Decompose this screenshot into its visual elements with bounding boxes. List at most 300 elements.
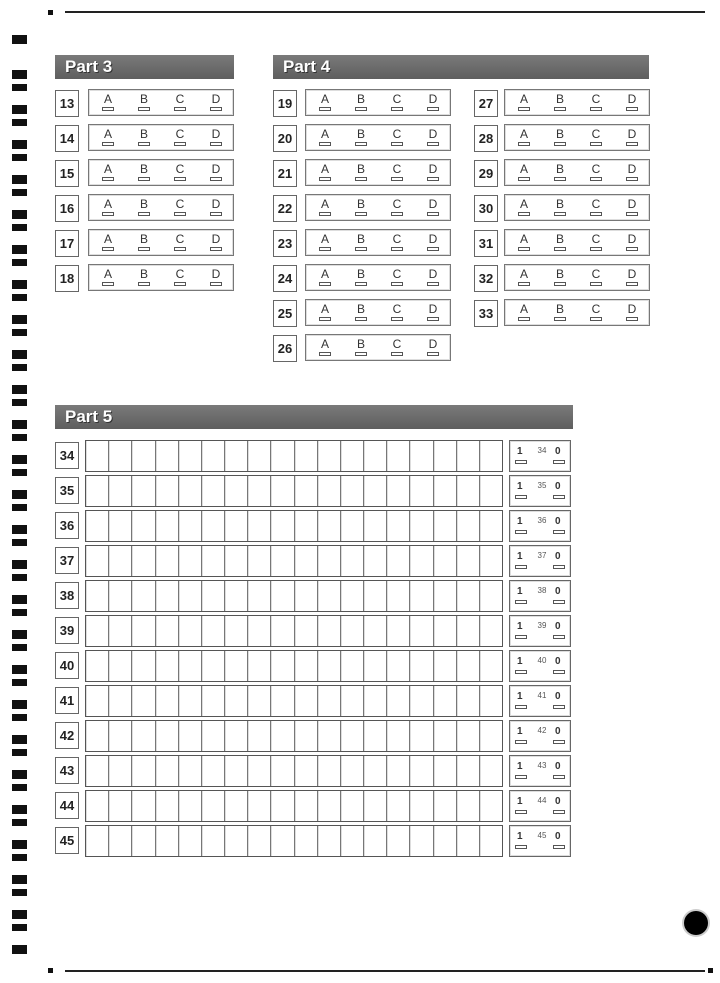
answer-bubble[interactable] [138, 212, 150, 216]
answer-bubble[interactable] [174, 282, 186, 286]
grid-cell[interactable] [364, 791, 387, 821]
grid-cell[interactable] [410, 686, 433, 716]
grid-cell[interactable] [271, 441, 294, 471]
score-bubble[interactable] [553, 635, 565, 639]
grid-cell[interactable] [225, 581, 248, 611]
answer-bubble[interactable] [554, 177, 566, 181]
answer-bubble[interactable] [102, 177, 114, 181]
grid-cell[interactable] [225, 616, 248, 646]
grid-cell[interactable] [156, 721, 179, 751]
grid-cell[interactable] [341, 546, 364, 576]
grid-cell[interactable] [179, 511, 202, 541]
grid-cell[interactable] [225, 651, 248, 681]
answer-bubble[interactable] [427, 142, 439, 146]
writing-grid[interactable] [85, 755, 503, 787]
answer-bubble[interactable] [427, 282, 439, 286]
grid-cell[interactable] [202, 791, 225, 821]
grid-cell[interactable] [295, 686, 318, 716]
grid-cell[interactable] [318, 581, 341, 611]
answer-bubble[interactable] [174, 212, 186, 216]
answer-bubble[interactable] [554, 107, 566, 111]
grid-cell[interactable] [109, 441, 132, 471]
grid-cell[interactable] [202, 651, 225, 681]
grid-cell[interactable] [156, 756, 179, 786]
grid-cell[interactable] [225, 686, 248, 716]
score-bubble[interactable] [553, 810, 565, 814]
grid-cell[interactable] [202, 721, 225, 751]
grid-cell[interactable] [248, 721, 271, 751]
grid-cell[interactable] [410, 651, 433, 681]
answer-bubble[interactable] [518, 247, 530, 251]
grid-cell[interactable] [341, 581, 364, 611]
grid-cell[interactable] [202, 616, 225, 646]
grid-cell[interactable] [248, 441, 271, 471]
answer-bubble[interactable] [102, 247, 114, 251]
grid-cell[interactable] [225, 476, 248, 506]
grid-cell[interactable] [109, 616, 132, 646]
grid-cell[interactable] [271, 546, 294, 576]
answer-bubble[interactable] [590, 212, 602, 216]
score-bubble[interactable] [553, 565, 565, 569]
grid-cell[interactable] [271, 581, 294, 611]
grid-cell[interactable] [387, 511, 410, 541]
answer-bubble[interactable] [518, 212, 530, 216]
grid-cell[interactable] [318, 651, 341, 681]
grid-cell[interactable] [225, 791, 248, 821]
answer-bubble[interactable] [626, 177, 638, 181]
grid-cell[interactable] [480, 826, 502, 856]
grid-cell[interactable] [434, 791, 457, 821]
grid-cell[interactable] [364, 616, 387, 646]
writing-grid[interactable] [85, 650, 503, 682]
grid-cell[interactable] [295, 756, 318, 786]
grid-cell[interactable] [341, 791, 364, 821]
grid-cell[interactable] [318, 441, 341, 471]
grid-cell[interactable] [132, 546, 155, 576]
grid-cell[interactable] [457, 826, 480, 856]
grid-cell[interactable] [156, 476, 179, 506]
grid-cell[interactable] [156, 826, 179, 856]
grid-cell[interactable] [341, 686, 364, 716]
writing-grid[interactable] [85, 615, 503, 647]
answer-bubble[interactable] [391, 212, 403, 216]
grid-cell[interactable] [434, 476, 457, 506]
grid-cell[interactable] [318, 686, 341, 716]
grid-cell[interactable] [202, 581, 225, 611]
score-bubble[interactable] [515, 600, 527, 604]
grid-cell[interactable] [248, 686, 271, 716]
grid-cell[interactable] [387, 721, 410, 751]
score-bubble[interactable] [515, 810, 527, 814]
score-bubble[interactable] [553, 530, 565, 534]
grid-cell[interactable] [387, 686, 410, 716]
answer-bubble[interactable] [427, 177, 439, 181]
answer-bubble[interactable] [391, 317, 403, 321]
grid-cell[interactable] [434, 511, 457, 541]
grid-cell[interactable] [457, 546, 480, 576]
grid-cell[interactable] [132, 791, 155, 821]
grid-cell[interactable] [318, 546, 341, 576]
answer-bubble[interactable] [319, 317, 331, 321]
answer-bubble[interactable] [138, 107, 150, 111]
grid-cell[interactable] [387, 826, 410, 856]
grid-cell[interactable] [132, 476, 155, 506]
grid-cell[interactable] [341, 441, 364, 471]
grid-cell[interactable] [457, 476, 480, 506]
answer-bubble[interactable] [590, 142, 602, 146]
grid-cell[interactable] [364, 756, 387, 786]
grid-cell[interactable] [387, 581, 410, 611]
grid-cell[interactable] [132, 616, 155, 646]
grid-cell[interactable] [434, 686, 457, 716]
answer-bubble[interactable] [391, 282, 403, 286]
grid-cell[interactable] [434, 616, 457, 646]
answer-bubble[interactable] [102, 282, 114, 286]
grid-cell[interactable] [410, 721, 433, 751]
score-bubble[interactable] [515, 705, 527, 709]
grid-cell[interactable] [132, 581, 155, 611]
grid-cell[interactable] [86, 756, 109, 786]
grid-cell[interactable] [410, 546, 433, 576]
grid-cell[interactable] [225, 826, 248, 856]
writing-grid[interactable] [85, 440, 503, 472]
answer-bubble[interactable] [518, 142, 530, 146]
grid-cell[interactable] [295, 476, 318, 506]
grid-cell[interactable] [318, 791, 341, 821]
grid-cell[interactable] [457, 511, 480, 541]
answer-bubble[interactable] [319, 142, 331, 146]
answer-bubble[interactable] [355, 317, 367, 321]
grid-cell[interactable] [480, 511, 502, 541]
grid-cell[interactable] [225, 511, 248, 541]
answer-bubble[interactable] [590, 107, 602, 111]
writing-grid[interactable] [85, 685, 503, 717]
answer-bubble[interactable] [355, 352, 367, 356]
answer-bubble[interactable] [391, 107, 403, 111]
score-bubble[interactable] [515, 530, 527, 534]
grid-cell[interactable] [318, 616, 341, 646]
answer-bubble[interactable] [554, 142, 566, 146]
answer-bubble[interactable] [210, 107, 222, 111]
answer-bubble[interactable] [626, 212, 638, 216]
writing-grid[interactable] [85, 510, 503, 542]
grid-cell[interactable] [179, 441, 202, 471]
grid-cell[interactable] [295, 651, 318, 681]
grid-cell[interactable] [434, 441, 457, 471]
grid-cell[interactable] [318, 511, 341, 541]
grid-cell[interactable] [318, 826, 341, 856]
grid-cell[interactable] [109, 791, 132, 821]
answer-bubble[interactable] [391, 142, 403, 146]
grid-cell[interactable] [86, 546, 109, 576]
answer-bubble[interactable] [626, 282, 638, 286]
grid-cell[interactable] [179, 791, 202, 821]
grid-cell[interactable] [271, 686, 294, 716]
answer-bubble[interactable] [210, 247, 222, 251]
grid-cell[interactable] [364, 511, 387, 541]
grid-cell[interactable] [109, 651, 132, 681]
grid-cell[interactable] [271, 651, 294, 681]
grid-cell[interactable] [410, 756, 433, 786]
grid-cell[interactable] [387, 616, 410, 646]
answer-bubble[interactable] [174, 142, 186, 146]
grid-cell[interactable] [271, 616, 294, 646]
score-bubble[interactable] [553, 460, 565, 464]
grid-cell[interactable] [202, 826, 225, 856]
grid-cell[interactable] [225, 721, 248, 751]
grid-cell[interactable] [457, 686, 480, 716]
answer-bubble[interactable] [554, 247, 566, 251]
answer-bubble[interactable] [355, 282, 367, 286]
grid-cell[interactable] [295, 826, 318, 856]
score-bubble[interactable] [515, 495, 527, 499]
grid-cell[interactable] [271, 476, 294, 506]
writing-grid[interactable] [85, 790, 503, 822]
grid-cell[interactable] [248, 791, 271, 821]
grid-cell[interactable] [156, 546, 179, 576]
answer-bubble[interactable] [102, 142, 114, 146]
answer-bubble[interactable] [590, 282, 602, 286]
grid-cell[interactable] [132, 651, 155, 681]
grid-cell[interactable] [295, 441, 318, 471]
answer-bubble[interactable] [174, 107, 186, 111]
grid-cell[interactable] [248, 476, 271, 506]
answer-bubble[interactable] [174, 177, 186, 181]
answer-bubble[interactable] [391, 247, 403, 251]
writing-grid[interactable] [85, 825, 503, 857]
answer-bubble[interactable] [355, 212, 367, 216]
grid-cell[interactable] [202, 686, 225, 716]
answer-bubble[interactable] [427, 317, 439, 321]
grid-cell[interactable] [480, 686, 502, 716]
grid-cell[interactable] [387, 756, 410, 786]
grid-cell[interactable] [179, 616, 202, 646]
grid-cell[interactable] [179, 686, 202, 716]
grid-cell[interactable] [86, 686, 109, 716]
answer-bubble[interactable] [355, 142, 367, 146]
grid-cell[interactable] [457, 791, 480, 821]
grid-cell[interactable] [132, 511, 155, 541]
score-bubble[interactable] [515, 670, 527, 674]
grid-cell[interactable] [132, 441, 155, 471]
writing-grid[interactable] [85, 545, 503, 577]
score-bubble[interactable] [553, 600, 565, 604]
answer-bubble[interactable] [391, 352, 403, 356]
grid-cell[interactable] [410, 441, 433, 471]
answer-bubble[interactable] [210, 177, 222, 181]
score-bubble[interactable] [553, 845, 565, 849]
grid-cell[interactable] [202, 511, 225, 541]
answer-bubble[interactable] [626, 107, 638, 111]
score-bubble[interactable] [515, 635, 527, 639]
grid-cell[interactable] [109, 721, 132, 751]
grid-cell[interactable] [295, 616, 318, 646]
grid-cell[interactable] [457, 721, 480, 751]
grid-cell[interactable] [410, 581, 433, 611]
grid-cell[interactable] [295, 581, 318, 611]
grid-cell[interactable] [387, 791, 410, 821]
grid-cell[interactable] [387, 546, 410, 576]
answer-bubble[interactable] [427, 212, 439, 216]
score-bubble[interactable] [553, 740, 565, 744]
answer-bubble[interactable] [554, 317, 566, 321]
grid-cell[interactable] [434, 756, 457, 786]
grid-cell[interactable] [225, 546, 248, 576]
grid-cell[interactable] [86, 511, 109, 541]
score-bubble[interactable] [515, 845, 527, 849]
grid-cell[interactable] [480, 476, 502, 506]
grid-cell[interactable] [156, 791, 179, 821]
answer-bubble[interactable] [319, 107, 331, 111]
grid-cell[interactable] [271, 791, 294, 821]
grid-cell[interactable] [179, 721, 202, 751]
answer-bubble[interactable] [554, 282, 566, 286]
answer-bubble[interactable] [174, 247, 186, 251]
grid-cell[interactable] [109, 756, 132, 786]
grid-cell[interactable] [387, 476, 410, 506]
grid-cell[interactable] [86, 721, 109, 751]
grid-cell[interactable] [271, 826, 294, 856]
grid-cell[interactable] [156, 581, 179, 611]
grid-cell[interactable] [179, 581, 202, 611]
answer-bubble[interactable] [319, 177, 331, 181]
grid-cell[interactable] [156, 441, 179, 471]
grid-cell[interactable] [341, 511, 364, 541]
answer-bubble[interactable] [518, 107, 530, 111]
grid-cell[interactable] [86, 476, 109, 506]
answer-bubble[interactable] [210, 142, 222, 146]
answer-bubble[interactable] [626, 247, 638, 251]
grid-cell[interactable] [434, 826, 457, 856]
grid-cell[interactable] [132, 721, 155, 751]
grid-cell[interactable] [179, 826, 202, 856]
grid-cell[interactable] [434, 581, 457, 611]
grid-cell[interactable] [132, 826, 155, 856]
score-bubble[interactable] [553, 705, 565, 709]
answer-bubble[interactable] [427, 352, 439, 356]
answer-bubble[interactable] [554, 212, 566, 216]
grid-cell[interactable] [248, 756, 271, 786]
answer-bubble[interactable] [319, 282, 331, 286]
grid-cell[interactable] [364, 581, 387, 611]
grid-cell[interactable] [86, 581, 109, 611]
grid-cell[interactable] [318, 756, 341, 786]
grid-cell[interactable] [202, 441, 225, 471]
answer-bubble[interactable] [355, 177, 367, 181]
grid-cell[interactable] [271, 721, 294, 751]
grid-cell[interactable] [457, 441, 480, 471]
answer-bubble[interactable] [590, 247, 602, 251]
answer-bubble[interactable] [319, 247, 331, 251]
grid-cell[interactable] [480, 441, 502, 471]
answer-bubble[interactable] [626, 317, 638, 321]
answer-bubble[interactable] [518, 282, 530, 286]
grid-cell[interactable] [295, 546, 318, 576]
writing-grid[interactable] [85, 580, 503, 612]
grid-cell[interactable] [364, 546, 387, 576]
grid-cell[interactable] [225, 756, 248, 786]
grid-cell[interactable] [156, 686, 179, 716]
score-bubble[interactable] [515, 775, 527, 779]
grid-cell[interactable] [86, 441, 109, 471]
answer-bubble[interactable] [210, 212, 222, 216]
grid-cell[interactable] [480, 756, 502, 786]
answer-bubble[interactable] [518, 177, 530, 181]
grid-cell[interactable] [225, 441, 248, 471]
grid-cell[interactable] [434, 651, 457, 681]
answer-bubble[interactable] [626, 142, 638, 146]
grid-cell[interactable] [318, 476, 341, 506]
answer-bubble[interactable] [102, 212, 114, 216]
grid-cell[interactable] [295, 511, 318, 541]
grid-cell[interactable] [341, 826, 364, 856]
grid-cell[interactable] [410, 476, 433, 506]
grid-cell[interactable] [341, 721, 364, 751]
grid-cell[interactable] [248, 511, 271, 541]
grid-cell[interactable] [364, 476, 387, 506]
score-bubble[interactable] [553, 775, 565, 779]
grid-cell[interactable] [109, 826, 132, 856]
grid-cell[interactable] [109, 546, 132, 576]
grid-cell[interactable] [364, 651, 387, 681]
grid-cell[interactable] [364, 441, 387, 471]
grid-cell[interactable] [179, 756, 202, 786]
grid-cell[interactable] [132, 686, 155, 716]
grid-cell[interactable] [364, 686, 387, 716]
answer-bubble[interactable] [391, 177, 403, 181]
grid-cell[interactable] [156, 616, 179, 646]
grid-cell[interactable] [480, 546, 502, 576]
answer-bubble[interactable] [319, 352, 331, 356]
grid-cell[interactable] [202, 476, 225, 506]
grid-cell[interactable] [457, 756, 480, 786]
grid-cell[interactable] [202, 546, 225, 576]
grid-cell[interactable] [480, 791, 502, 821]
score-bubble[interactable] [515, 565, 527, 569]
grid-cell[interactable] [156, 651, 179, 681]
grid-cell[interactable] [248, 616, 271, 646]
score-bubble[interactable] [515, 460, 527, 464]
grid-cell[interactable] [109, 581, 132, 611]
grid-cell[interactable] [248, 546, 271, 576]
grid-cell[interactable] [179, 476, 202, 506]
grid-cell[interactable] [410, 511, 433, 541]
grid-cell[interactable] [410, 791, 433, 821]
writing-grid[interactable] [85, 720, 503, 752]
grid-cell[interactable] [179, 651, 202, 681]
grid-cell[interactable] [271, 511, 294, 541]
grid-cell[interactable] [457, 581, 480, 611]
grid-cell[interactable] [248, 581, 271, 611]
answer-bubble[interactable] [355, 107, 367, 111]
answer-bubble[interactable] [138, 282, 150, 286]
grid-cell[interactable] [248, 651, 271, 681]
grid-cell[interactable] [86, 651, 109, 681]
grid-cell[interactable] [86, 616, 109, 646]
answer-bubble[interactable] [102, 107, 114, 111]
answer-bubble[interactable] [590, 317, 602, 321]
grid-cell[interactable] [318, 721, 341, 751]
grid-cell[interactable] [341, 651, 364, 681]
grid-cell[interactable] [341, 756, 364, 786]
grid-cell[interactable] [341, 476, 364, 506]
grid-cell[interactable] [109, 476, 132, 506]
grid-cell[interactable] [434, 546, 457, 576]
grid-cell[interactable] [109, 686, 132, 716]
grid-cell[interactable] [480, 721, 502, 751]
grid-cell[interactable] [295, 791, 318, 821]
grid-cell[interactable] [295, 721, 318, 751]
